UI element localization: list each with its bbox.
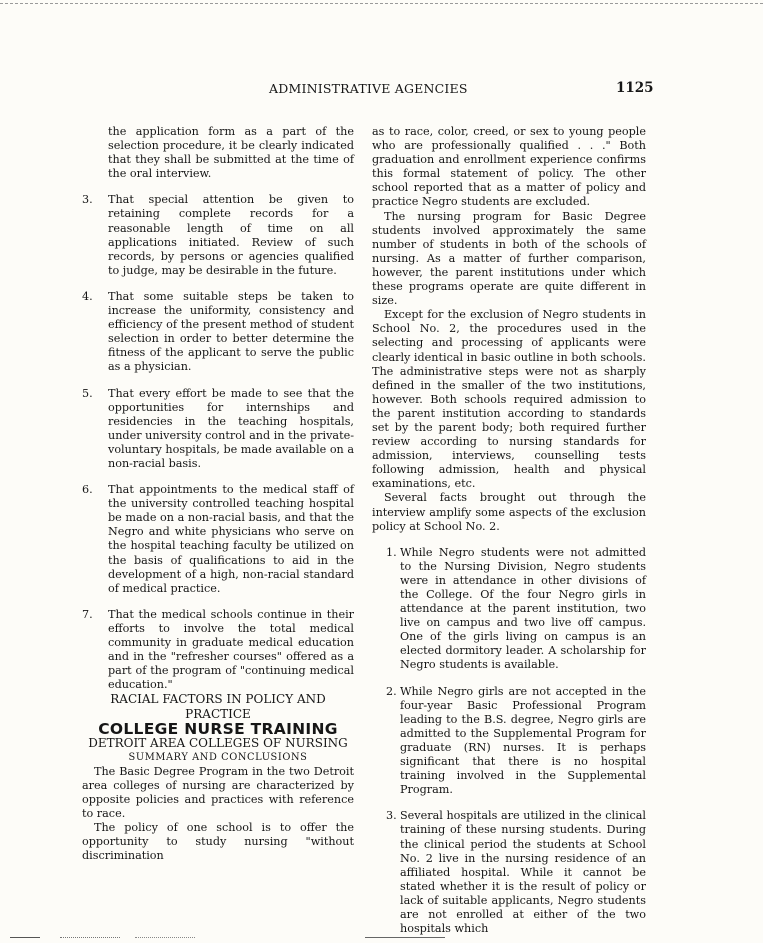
- item-number: 2.: [386, 684, 397, 698]
- item-text: That every effort be made to see that the opportunities for internships and residencies in the teaching hospitals, under university control and in the private-voluntary hospitals, be made available on a non-racial basis.: [108, 386, 354, 470]
- scan-artifact-line: [60, 937, 120, 938]
- intro-paragraph: the application form as a part of the selection procedure, it be clearly indicated that they shall be submitted at the time of the oral interview.: [108, 125, 354, 181]
- section-title: COLLEGE NURSE TRAINING: [98, 720, 338, 739]
- fact-item-2: [386, 685, 646, 798]
- item-text: Several hospitals are utilized in the clinical training of these nursing students. During the clinical period the students at School No. 2 live in the nursing residence of an affiliated hospital. While it cannot be stated whether it is the result of policy or lack of suitable applicants, Negro students are not enrolled at either of the two hospitals which: [400, 809, 646, 936]
- top-dashed-border: [0, 3, 763, 4]
- recommendation-item-6: [82, 483, 354, 596]
- fact-item-3: [386, 809, 646, 936]
- recommendation-item-3: [82, 193, 354, 278]
- scan-artifact-line: [10, 937, 40, 938]
- item-text: While Negro students were not admitted to the Nursing Division, Negro students were in attendance in other divisions of the College. Of the four Negro girls in attendance at the parent institution, two live on campus and two live off campus. One of the girls living on campus is an elected dormitory leader. A scholarship for Negro students is available.: [400, 545, 646, 672]
- item-number: 4.: [82, 289, 93, 303]
- item-number: 3.: [82, 193, 93, 207]
- section-heading: RACIAL FACTORS IN POLICY AND PRACTICE: [110, 692, 326, 722]
- item-text: That the medical schools continue in their efforts to involve the total medical community in graduate medical education and in the "refresher courses" offered as a part of the program of "continuing medical education.": [108, 607, 354, 692]
- body-paragraph: as to race, color, creed, or sex to young people who are professionally qualified . . ." Both graduation and enrollment experience confirms this formal statement of policy. The other school reported that as a matter of policy and practice Negro students are excluded.: [372, 125, 646, 209]
- item-text: That some suitable steps be taken to increase the uniformity, consistency and efficiency of the present method of student selection in order to better determine the fitness of the applicant to serve the public as a physician.: [108, 289, 354, 374]
- recommendation-item-5: [82, 387, 354, 472]
- item-text: That special attention be given to retaining complete records for a reasonable length of time on all applications initiated. Review of such records, by persons or agencies qualified to judge, may be desirable in the future.: [108, 193, 354, 277]
- item-number: 3.: [386, 809, 397, 823]
- recommendation-item-7: [82, 608, 354, 693]
- running-header: ADMINISTRATIVE AGENCIES: [269, 81, 468, 96]
- page-number: 1125: [616, 80, 654, 96]
- item-number: 5.: [82, 386, 93, 400]
- item-number: 1.: [386, 545, 397, 559]
- item-text: That appointments to the medical staff of the university controlled teaching hospital be made on a non-racial basis, and that the Negro and white physicians who serve on the hospital teaching faculty be utilized on the basis of qualifications to aid in the development of a high, non-racial standard of medical practice.: [108, 483, 354, 595]
- left-column: [82, 125, 354, 863]
- body-paragraph: The nursing program for Basic Degree students involved approximately the same number of students in both of the schools of nursing. As a matter of further comparison, however, the parent institutions under which these programs operate are quite different in size.: [372, 209, 646, 308]
- body-paragraph: The Basic Degree Program in the two Detroit area colleges of nursing are characterized by opposite policies and practices with reference to race.: [82, 764, 354, 820]
- summary-heading: SUMMARY AND CONCLUSIONS: [128, 751, 308, 763]
- body-paragraph: Several facts brought out through the interview amplify some aspects of the exclusion policy at School No. 2.: [372, 491, 646, 533]
- right-column: [372, 125, 646, 936]
- item-number: 6.: [82, 483, 93, 497]
- item-text: While Negro girls are not accepted in the four-year Basic Professional Program leading to the B.S. degree, Negro girls are admitted to the Supplemental Program for graduate (RN) nurses. It is perhaps significant that there is no hospital training involved in the Supplemental Program.: [400, 684, 646, 797]
- scan-artifact-line: [135, 937, 195, 938]
- scan-artifact-line: [365, 937, 445, 938]
- fact-item-1: [386, 546, 646, 673]
- sub-title: DETROIT AREA COLLEGES OF NURSING: [88, 736, 348, 751]
- recommendation-item-4: [82, 290, 354, 375]
- body-paragraph: Except for the exclusion of Negro students in School No. 2, the procedures used in the selecting and processing of applicants were clearly identical in basic outline in both schools. The administrative steps were not as sharply defined in the smaller of the two institutions, however. Both schools required admission to the parent institution according to standards set by the parent body; both required further review according to nursing standards for admission, interviews, counselling tests following admission, health and physical examinations, etc.: [372, 308, 646, 491]
- body-paragraph: The policy of one school is to offer the opportunity to study nursing "without discrimination: [82, 821, 354, 863]
- item-number: 7.: [82, 607, 93, 621]
